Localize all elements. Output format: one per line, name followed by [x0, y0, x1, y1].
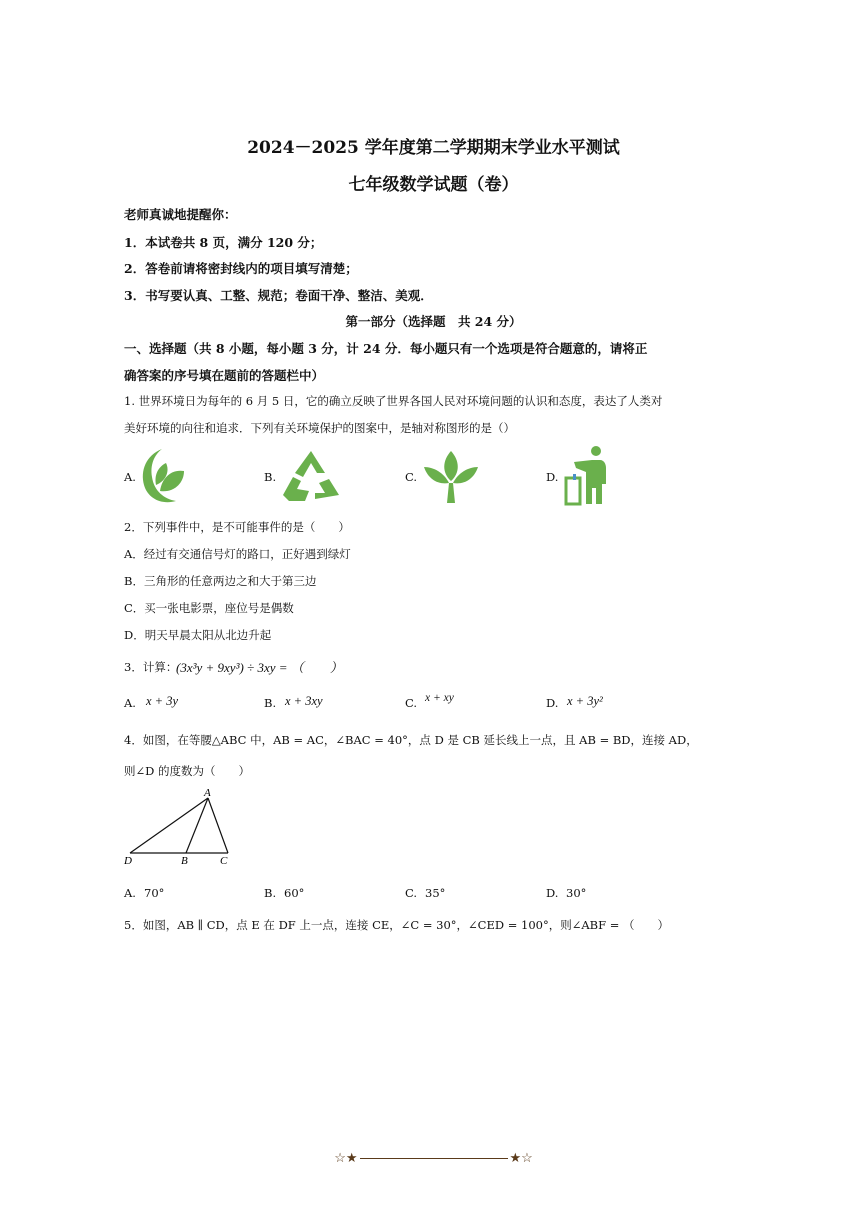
page-footer: [0, 1151, 867, 1166]
recycle-icon: [281, 449, 341, 503]
footer-stars-right: ★☆: [509, 1151, 533, 1166]
q1-stem-line1: 1. 世界环境日为每年的 6 月 5 日，它的确立反映了世界各国人民对环境问题的认识和态度，表达了人类对: [124, 394, 663, 408]
section-instructions-line1: 一、选择题（共 8 小题，每小题 3 分，计 24 分．每小题只有一个选项是符合题意的，请将正: [124, 341, 648, 356]
segment-da: [130, 798, 208, 853]
q4-stem-line2: 则∠D 的度数为（ ）: [124, 764, 251, 778]
q4-option-b-label: B.: [264, 886, 277, 900]
q4-option-a: 70°: [144, 886, 165, 900]
point-label-a: A: [204, 787, 211, 799]
q3-option-d: x + 3y²: [567, 694, 603, 708]
footer-stars-left: ☆★: [334, 1151, 358, 1166]
point-label-b: B: [181, 855, 188, 867]
q1-option-a-label: A.: [124, 470, 136, 484]
tree-icon: [422, 449, 480, 505]
q2-stem: 2．下列事件中，是不可能事件的是（ ）: [124, 520, 350, 534]
point-label-c: C: [220, 855, 228, 867]
q4-option-d-label: D.: [546, 886, 559, 900]
notice-item: 1．本试卷共 8 页，满分 120 分；: [124, 235, 323, 250]
q4-option-a-label: A.: [124, 886, 136, 900]
q4-option-c: 35°: [425, 886, 446, 900]
q3-option-a-label: A.: [124, 696, 136, 710]
q2-option-c: C．买一张电影票，座位号是偶数: [124, 601, 294, 615]
q4-option-d: 30°: [566, 886, 587, 900]
q1-stem-line2: 美好环境的向往和追求．下列有关环境保护的图案中，是轴对称图形的是（）: [124, 421, 515, 435]
q1-option-b-label: B.: [264, 470, 277, 484]
part-heading: 第一部分（选择题 共 24 分）: [345, 314, 522, 329]
q4-option-c-label: C.: [405, 886, 418, 900]
segment-ca: [208, 798, 228, 853]
section-instructions-line2: 确答案的序号填在题前的答题栏中）: [124, 368, 325, 383]
q4-stem-line1: 4．如图，在等腰△ABC 中，AB = AC，∠BAC = 40°，点 D 是 CB 延长线上一点，且 AB = BD，连接 AD，: [124, 733, 698, 747]
footer-divider: [360, 1158, 508, 1159]
notice-heading: 老师真诚地提醒你：: [124, 207, 237, 222]
q3-option-c: x + xy: [425, 692, 454, 704]
notice-item: 3．书写要认真、工整、规范；卷面干净、整洁、美观．: [124, 288, 433, 303]
q4-option-b: 60°: [284, 886, 305, 900]
q2-option-a: A．经过有交通信号灯的路口，正好遇到绿灯: [124, 547, 351, 561]
notice-item: 2．答卷前请将密封线内的项目填写清楚；: [124, 261, 358, 276]
triangle-figure: [120, 786, 240, 868]
q3-option-b-label: B.: [264, 696, 277, 710]
q5-stem: 5．如图，AB ∥ CD，点 E 在 DF 上一点，连接 CE，∠C = 30°，∠CED = 100°，则∠ABF = （ ）: [124, 918, 670, 932]
exam-subtitle: 七年级数学试题（卷）: [348, 175, 519, 195]
q3-prefix: 3．计算：: [124, 660, 178, 674]
q3-expression: (3x³y + 9xy³) ÷ 3xy = （ ）: [176, 660, 343, 675]
q1-option-c-label: C.: [405, 470, 418, 484]
q2-option-d: D．明天早晨太阳从北边升起: [124, 628, 272, 642]
q1-option-d-label: D.: [546, 470, 559, 484]
point-label-d: D: [124, 855, 132, 867]
q3-option-c-label: C.: [405, 696, 418, 710]
person-trash-icon: [562, 444, 612, 506]
q2-option-b: B．三角形的任意两边之和大于第三边: [124, 574, 317, 588]
moon-leaf-icon: [140, 447, 188, 505]
exam-title: 2024－2025 学年度第二学期期末学业水平测试: [247, 138, 620, 158]
q3-option-d-label: D.: [546, 696, 559, 710]
q3-option-b: x + 3xy: [285, 694, 323, 708]
q3-option-a: x + 3y: [146, 694, 179, 708]
